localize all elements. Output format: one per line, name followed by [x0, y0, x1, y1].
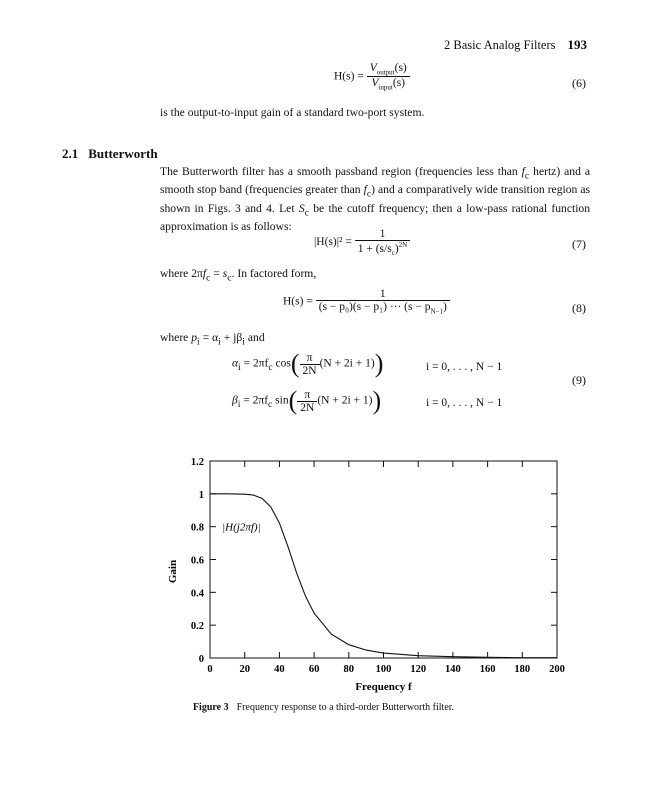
eq6-fraction: [367, 62, 410, 92]
y-tick-labels: [191, 457, 205, 665]
para4-sub3: i: [242, 336, 245, 348]
equation-7: [314, 228, 410, 257]
series-line-gain: [210, 494, 557, 658]
eq9-alpha-range: i = 0, . . . , N − 1: [426, 361, 503, 373]
eq6-number: (6): [572, 76, 586, 90]
eq9-number: (9): [572, 373, 586, 387]
eq9-alpha-rparen: ): [374, 349, 384, 378]
eq8-fraction: [316, 288, 450, 315]
eq7-den-sub: c: [391, 249, 395, 258]
para2-part1: The Butterworth filter has a smooth passband region (frequencies less than: [160, 165, 522, 178]
para2-sc-sub: c: [304, 206, 309, 218]
y-tick-label: 1: [198, 489, 204, 501]
y-tick-label: 0.6: [190, 555, 204, 567]
eq9-beta-lparen: (: [288, 386, 298, 415]
butterworth-chart: [160, 445, 580, 700]
y-tick-label: 0.2: [190, 621, 204, 633]
para4-sub2: i: [218, 336, 221, 348]
eq8-den: (s − p₀)(s − p₁) ··· (s − p: [318, 301, 431, 313]
para3-part3: . In factored form,: [231, 267, 317, 280]
para4-part3: + jβ: [220, 331, 243, 344]
para4-part4: and: [244, 331, 265, 344]
x-tick-label: 160: [479, 664, 496, 675]
x-tick-label: 200: [549, 664, 565, 675]
running-title: 2 Basic Analog Filters: [444, 38, 556, 52]
eq9-alpha-frac: [300, 352, 320, 377]
y-tick-label: 1.2: [190, 457, 204, 468]
eq8-den-tail: ): [443, 301, 447, 313]
section-heading: [62, 146, 158, 162]
para3-sub: c: [206, 272, 211, 284]
section-number: 2.1: [62, 146, 79, 161]
para4-var: p: [191, 331, 198, 344]
para2-fc-sub-2: c: [366, 188, 372, 200]
para3-part2: =: [210, 267, 223, 280]
para4-sub: i: [197, 336, 200, 348]
eq9-beta-arg: (N + 2i + 1): [317, 394, 373, 407]
eq8-den-sub: N−1: [430, 307, 443, 316]
eq7-fraction: [355, 228, 410, 257]
para4-part2: = α: [199, 331, 219, 344]
eq9-beta-sub: i: [237, 398, 241, 410]
x-tick-label: 60: [308, 664, 320, 675]
tick-marks: [210, 461, 557, 658]
x-tick-label: 180: [514, 664, 531, 675]
eq6-den-tail: (s): [392, 77, 405, 90]
para2-part3: ) and a comparatively wide transition region as shown in Figs. 3 and 4. Let: [160, 183, 590, 215]
para3-var2: s: [222, 267, 228, 280]
eq9-beta-range: i = 0, . . . , N − 1: [426, 397, 503, 409]
eq9-alpha-lparen: (: [290, 349, 300, 378]
x-axis-label: Frequency f: [355, 681, 412, 693]
eq9-sin: sin: [275, 394, 289, 407]
eq6-num-tail: (s): [394, 62, 407, 74]
eq9-beta-pi: π: [297, 389, 317, 402]
y-axis-label: Gain: [167, 559, 179, 584]
eq9-beta-2n: 2N: [300, 401, 315, 414]
y-tick-label: 0: [198, 654, 204, 665]
eq9-beta-mid: = 2πf: [243, 394, 269, 407]
eq9-beta-symbol: β: [232, 394, 238, 407]
page-number: 193: [567, 37, 587, 52]
eq9-alpha-arg: (N + 2i + 1): [319, 357, 375, 370]
eq6-lhs: H(s) =: [334, 70, 364, 83]
eq7-den-tail: ): [394, 242, 399, 255]
paragraph-3: [160, 267, 316, 285]
para4-part1: where: [160, 331, 192, 344]
x-tick-label: 140: [445, 664, 461, 675]
para3-var: f: [202, 267, 207, 280]
curve-annotation: |H(j2πf)|: [222, 521, 261, 534]
para2-fc-sub: c: [524, 170, 530, 182]
eq9-beta-rparen: ): [372, 386, 382, 415]
equation-8: [283, 288, 450, 315]
running-header: [444, 37, 587, 53]
paragraph-4: [160, 331, 265, 349]
para2-sc: S: [298, 201, 305, 215]
equation-6: [334, 62, 410, 92]
eq9-cos: cos: [275, 357, 291, 370]
eq8-number: (8): [572, 301, 586, 315]
section-title: Butterworth: [88, 146, 158, 161]
x-tick-labels: [207, 664, 565, 675]
eq9-alpha-pi: π: [300, 352, 320, 365]
eq9-alpha-2n: 2N: [302, 364, 317, 377]
eq9-beta-fc-sub: c: [268, 398, 273, 410]
eq6-den-sub: input: [378, 83, 393, 92]
eq9-beta-frac: [297, 389, 317, 414]
eq7-den-exp: 2N: [398, 241, 408, 249]
x-tick-label: 100: [375, 664, 392, 675]
eq7-den: 1 + (s/s: [357, 242, 392, 255]
figure-caption-text: Frequency response to a third-order Butterworth filter.: [236, 702, 455, 713]
eq9-alpha-sub: i: [238, 361, 241, 373]
eq7-number: (7): [572, 237, 586, 251]
eq6-num: V: [369, 62, 377, 74]
equation-9-beta: [232, 388, 381, 414]
para2-fc: f: [521, 165, 525, 178]
eq8-num: 1: [316, 288, 450, 301]
y-tick-label: 0.8: [190, 522, 204, 534]
eq7-num: 1: [355, 228, 410, 241]
eq8-lhs: H(s) =: [283, 295, 313, 308]
x-tick-label: 120: [410, 664, 427, 675]
paragraph-2: [160, 165, 590, 234]
eq6-den: V: [371, 77, 379, 90]
eq6-num-sub: output: [376, 68, 395, 77]
equation-9-alpha: [232, 351, 383, 377]
figure-label: Figure 3: [192, 702, 229, 713]
para3-sub2: c: [227, 272, 232, 284]
x-tick-label: 20: [239, 664, 250, 675]
x-tick-label: 0: [207, 664, 213, 675]
figure-caption: [0, 702, 647, 713]
eq7-lhs: |H(s)|² =: [314, 236, 352, 249]
x-tick-label: 80: [343, 664, 355, 675]
para2-part2: hertz) and a smooth stop band (frequencies greater than: [160, 165, 590, 197]
para3-part1: where 2π: [160, 267, 203, 280]
plot-frame: [210, 461, 557, 658]
para2-part4: be the cutoff frequency; then a low-pass rational function approximation is as follows:: [160, 201, 591, 233]
y-tick-label: 0.4: [190, 588, 204, 600]
eq9-alpha-symbol: α: [232, 357, 239, 370]
eq9-alpha-fc-sub: c: [268, 361, 273, 373]
x-tick-label: 40: [274, 664, 285, 675]
paragraph-1: is the output-to-input gain of a standard two-port system.: [160, 106, 425, 119]
eq9-alpha-mid: = 2πf: [243, 357, 269, 370]
para2-fc-2: f: [363, 183, 367, 197]
